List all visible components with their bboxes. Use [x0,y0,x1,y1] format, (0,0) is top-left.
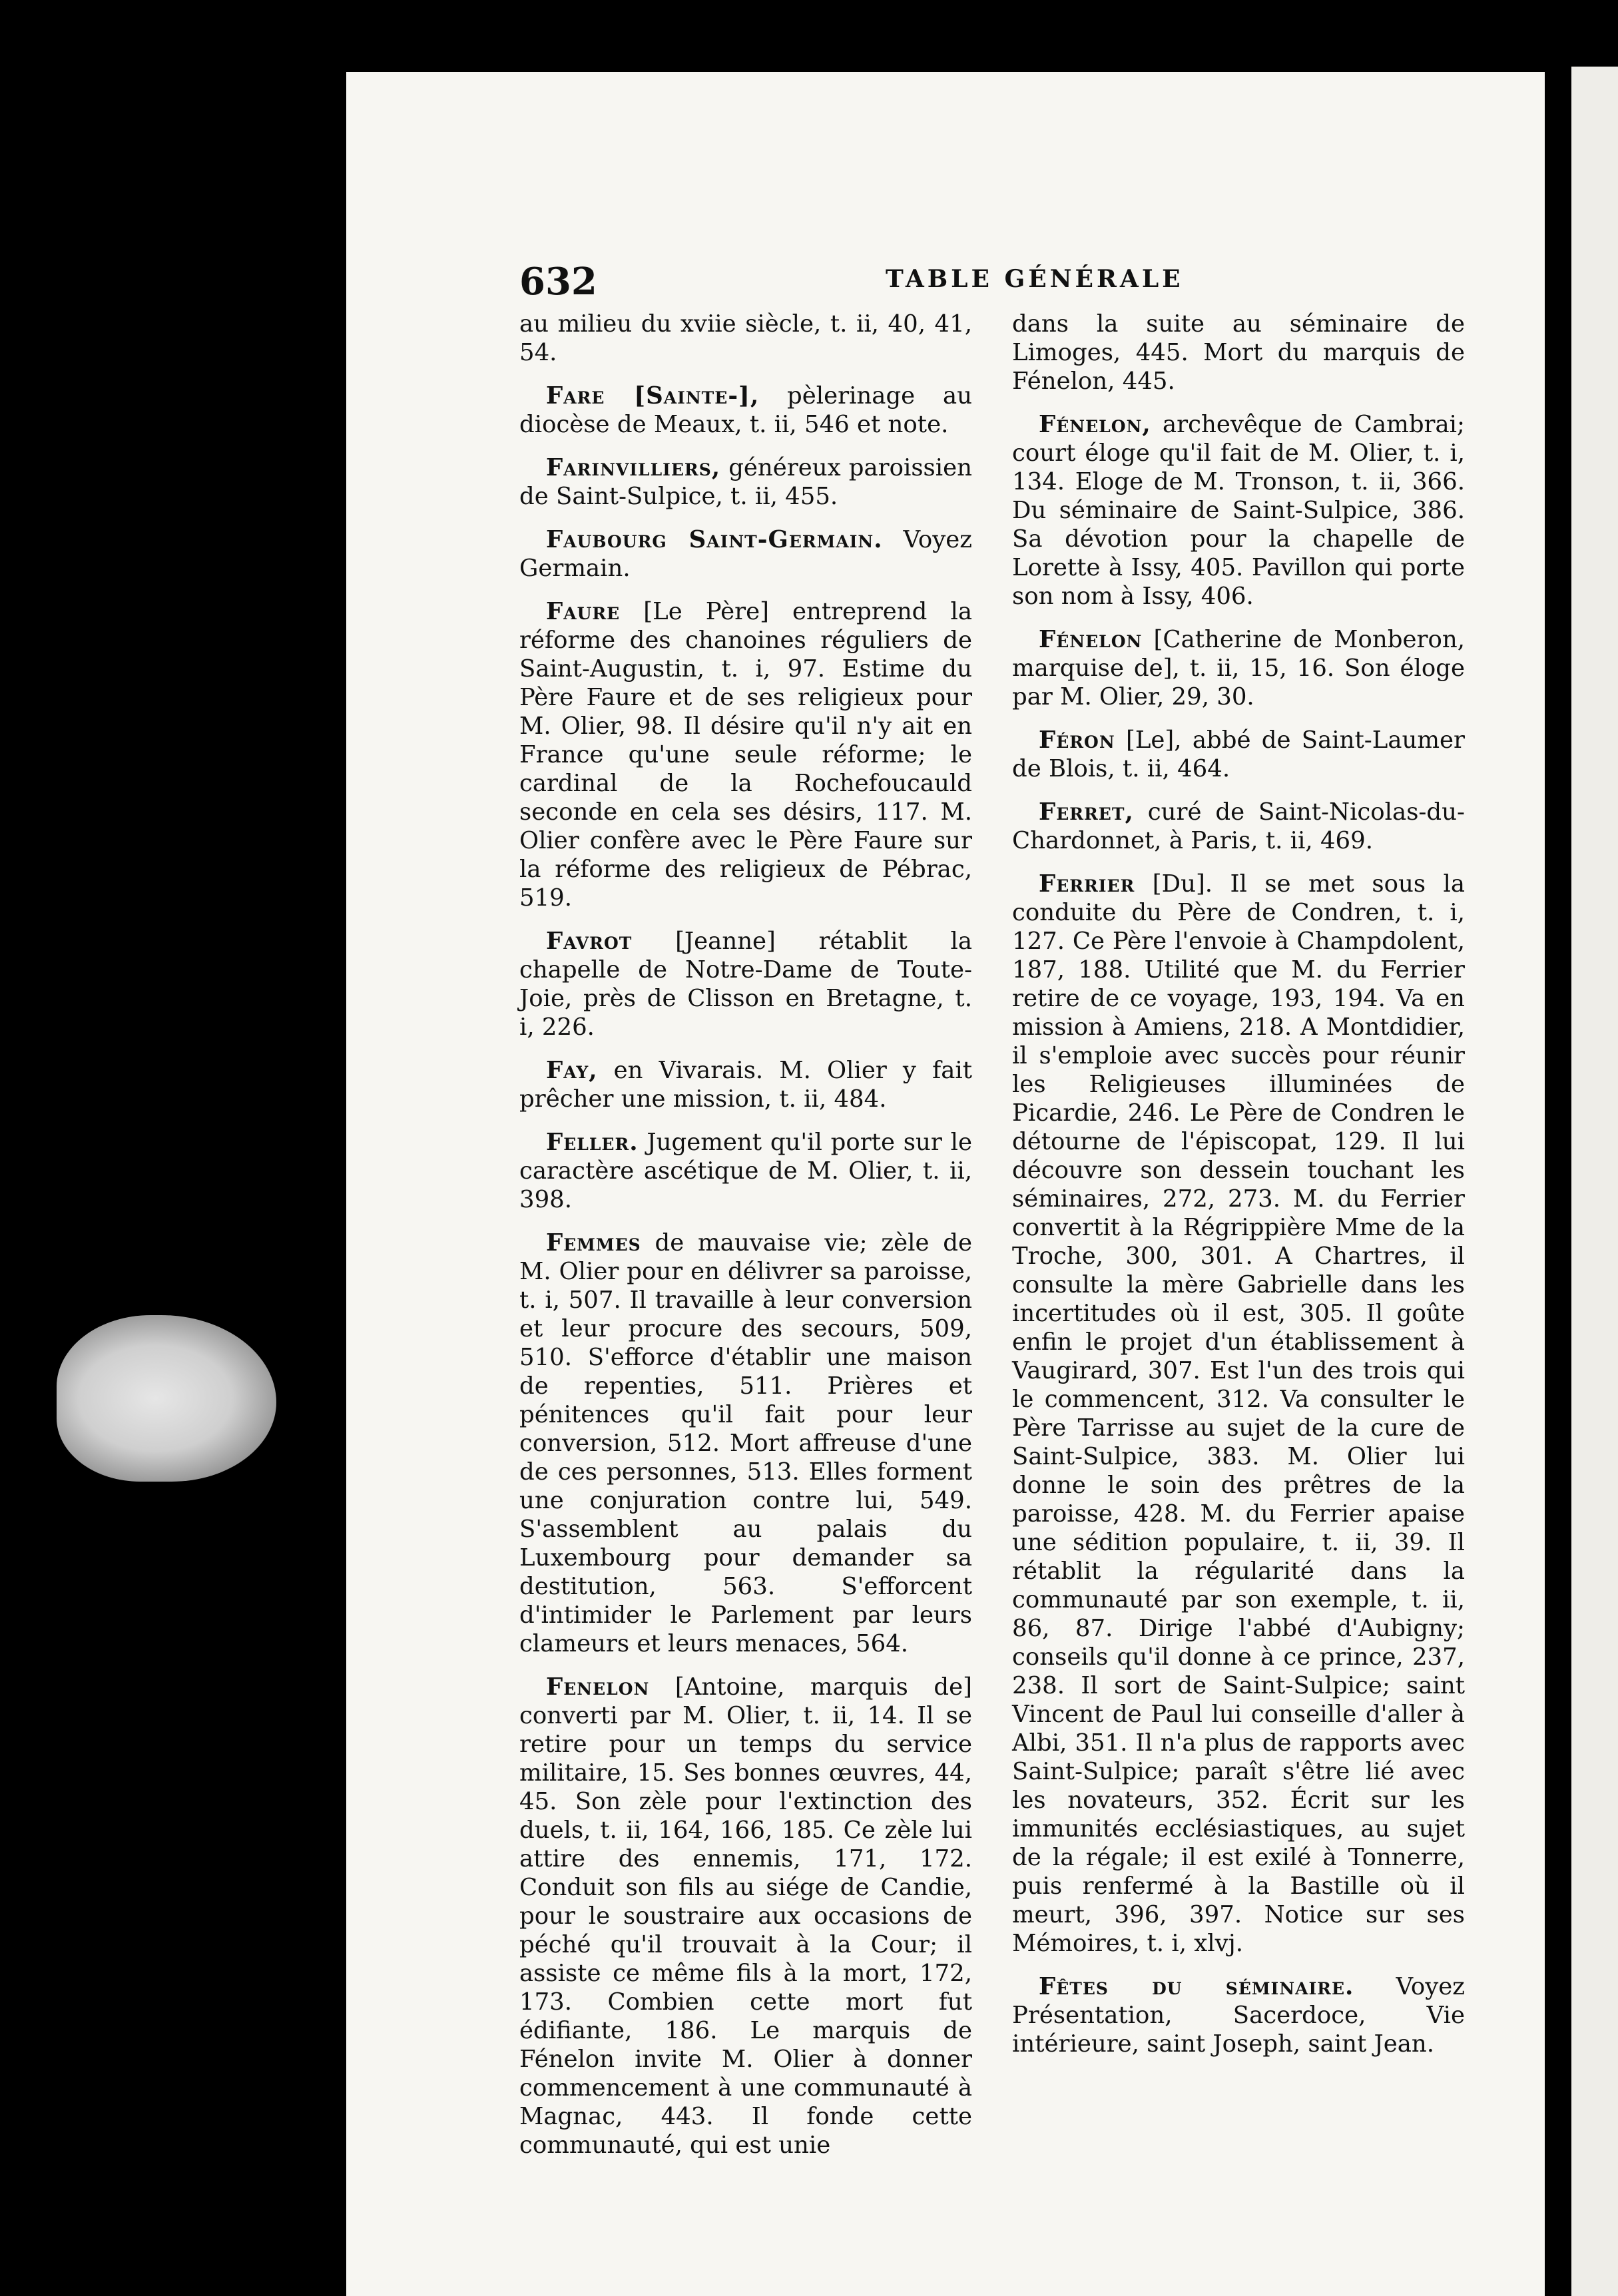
entry-headword: Fêtes du séminaire. [1039,1973,1354,2000]
index-entry: Féron [Le], abbé de Saint-Laumer de Blois, t. ii, 464. [1012,726,1465,782]
entry-headword: Ferrier [1039,870,1135,898]
index-entry: dans la suite au séminaire de Limoges, 445. Mort du marquis de Fénelon, 445. [1012,310,1465,395]
entry-headword: Feller. [546,1129,639,1156]
index-entry: Fénelon, archevêque de Cambrai; court éloge qu'il fait de M. Olier, t. i, 134. Eloge de M. Tronson, t. ii, 366. Du séminaire de Saint-Sulpice, 386. Sa dévotion pour la chapelle de Lorette à Issy, 405. Pavillon qui porte son nom à Issy, 406. [1012,411,1465,610]
running-title: TABLE GÉNÉRALE [886,265,1184,293]
index-entry: au milieu du xviie siècle, t. ii, 40, 41, 54. [519,310,972,366]
page-number: 632 [519,260,597,304]
index-entry: Faubourg Saint-Germain. Voyez Germain. [519,526,972,582]
index-entry: Favrot [Jeanne] rétablit la chapelle de Notre-Dame de Toute-Joie, près de Clisson en Bretagne, t. i, 226. [519,928,972,1041]
index-entry: Fenelon [Antoine, marquis de] converti par M. Olier, t. ii, 14. Il se retire pour un temps du service militaire, 15. Ses bonnes œuvres, 44, 45. Son zèle pour l'extinction des duels, t. ii, 164, 166, 185. Ce zèle lui attire des ennemis, 171, 172. Conduit son fils au siége de Candie, pour le soustraire aux occasions de péché qu'il trouvait à la Cour; il assiste ce même fils à la mort, 172, 173. Combien cette mort fut édifiante, 186. Le marquis de Fénelon invite M. Olier à donner commencement à une communauté à Magnac, 443. Il fonde cette communauté, qui est unie [519,1673,972,2159]
entry-headword: Féron [1039,726,1115,754]
left-column [519,310,972,2174]
index-entry: Fêtes du séminaire. Voyez Présentation, Sacerdoce, Vie intérieure, saint Joseph, saint Jean. [1012,1973,1465,2058]
entry-headword: Farinvilliers, [546,454,721,481]
entry-headword: Femmes [546,1229,641,1257]
index-entry: Farinvilliers, généreux paroissien de Saint-Sulpice, t. ii, 455. [519,454,972,510]
index-entry: Ferrier [Du]. Il se met sous la conduite du Père de Condren, t. i, 127. Ce Père l'envoie à Champdolent, 187, 188. Utilité que M. du Ferrier retire de ce voyage, 193, 194. Va en mission à Amiens, 218. A Montdidier, il s'emploie avec succès pour réunir les Religieuses illuminées de Picardie, 246. Le Père de Condren le détourne de l'épiscopat, 129. Il lui découvre son dessein touchant les séminaires, 272, 273. M. du Ferrier convertit à la Régrippière Mme de la Troche, 300, 301. A Chartres, il consulte la mère Gabrielle dans les incertitudes où il est, 305. Il goûte enfin le projet d'un établissement à Vaugirard, 307. Est l'un des trois qui le commencent, 312. Va consulter le Père Tarrisse au sujet de la cure de Saint-Sulpice, 383. M. Olier lui donne le soin des prêtres de la paroisse, 428. M. du Ferrier apaise une sédition populaire, t. ii, 39. Il rétablit la régularité dans la communauté par son exemple, t. ii, 86, 87. Dirige l'abbé d'Aubigny; conseils qu'il donne à ce prince, 237, 238. Il sort de Saint-Sulpice; saint Vincent de Paul lui conseille d'aller à Albi, 351. Il n'a plus de rapports avec Saint-Sulpice; paraît s'être lié avec les novateurs, 352. Écrit sur les immunités ecclésiastiques, au sujet de la régale; il est exilé à Tonnerre, puis renfermé à la Bastille où il meurt, 396, 397. Notice sur ses Mémoires, t. i, xlvj. [1012,870,1465,1957]
index-entry: Fénelon [Catherine de Monberon, marquise de], t. ii, 15, 16. Son éloge par M. Olier, 29, 30. [1012,626,1465,711]
entry-headword: Fénelon [1039,626,1143,653]
entry-headword: Faure [546,598,621,625]
right-column [1012,310,1465,2073]
entry-headword: Favrot [546,928,633,955]
paper-stain [57,1315,276,1482]
index-entry: Faure [Le Père] entreprend la réforme des chanoines réguliers de Saint-Augustin, t. i, 97. Estime du Père Faure et de ses religieux pour M. Olier, 98. Il désire qu'il n'y ait en France qu'une seule réforme; le cardinal de la Rochefoucauld seconde en cela ses désirs, 117. M. Olier confère avec le Père Faure sur la réforme des religieux de Pébrac, 519. [519,598,972,912]
index-entry: Fay, en Vivarais. M. Olier y fait prêcher une mission, t. ii, 484. [519,1057,972,1113]
index-entry: Ferret, curé de Saint-Nicolas-du-Chardonnet, à Paris, t. ii, 469. [1012,798,1465,854]
entry-headword: Faubourg Saint-Germain. [546,526,883,553]
entry-headword: Fare [Sainte-], [546,382,760,410]
index-entry: Feller. Jugement qu'il porte sur le caractère ascétique de M. Olier, t. ii, 398. [519,1129,972,1213]
entry-headword: Fenelon [546,1673,650,1701]
adjacent-page-edge [1571,67,1618,2296]
entry-headword: Fénelon, [1039,411,1151,438]
entry-headword: Fay, [546,1057,598,1084]
index-entry: Fare [Sainte-], pèlerinage au diocèse de Meaux, t. ii, 546 et note. [519,382,972,438]
entry-headword: Ferret, [1039,798,1134,826]
index-entry: Femmes de mauvaise vie; zèle de M. Olier pour en délivrer sa paroisse, t. i, 507. Il travaille à leur conversion et leur procure des secours, 509, 510. S'efforce d'établir une maison de repenties, 511. Prières et pénitences qu'il fait pour leur conversion, 512. Mort affreuse d'une de ces personnes, 513. Elles forment une conjuration contre lui, 549. S'assemblent au palais du Luxembourg pour demander sa destitution, 563. S'efforcent d'intimider le Parlement par leurs clameurs et leurs menaces, 564. [519,1229,972,1657]
